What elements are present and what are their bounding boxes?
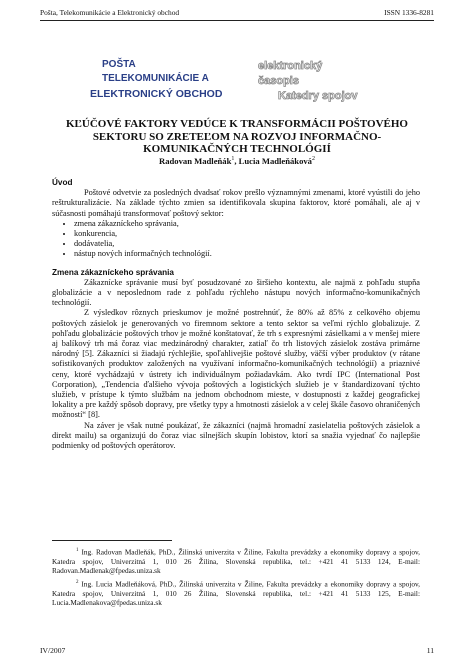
issn: ISSN 1336-8281 [384, 8, 434, 17]
footnote-1 [52, 546, 420, 575]
title-line-2: SEKTORU SO ZRETEĽOM NA ROZVOJ INFORMAČNO- [92, 130, 382, 143]
running-header [40, 8, 434, 21]
author-separator: , [234, 156, 239, 166]
intro-heading: Úvod [52, 178, 73, 187]
list-item: • dodávatelia, [74, 239, 420, 249]
list-item: • konkurencia, [74, 229, 420, 239]
page-footer [40, 646, 434, 655]
section-paragraph-1: Zákaznícke správanie musí byť posudzované zo širšieho kontextu, ale najmä z pohľadu stupňa globalizácie a v neposlednom rade z pohľadu rýchleho nástupu nových informačno-komunikačných technológií. [52, 277, 420, 308]
intro-paragraph: Poštové odvetvie za posledných dvadsať rokov prešlo významnými zmenami, ktoré vyústili do jeho reštrukturalizácie. Na základe týchto zmien sa identifikovala skupina faktorov, ktoré pomáhali, ale aj v súčasnosti pomáhajú transformovať poštový sektor: [52, 188, 420, 218]
footnote-divider [52, 540, 172, 541]
journal-logo-banner [88, 54, 388, 104]
footnote-1-mark: 1 [76, 548, 79, 553]
section-paragraph-3: Na záver je však nutné poukázať, že zákazníci (najmä hromadní zasielatelia poštových zásielok a direkt mailu) sa organizujú do čoraz viac silnejších skupín lobistov, ktorí sa snažia vyjednať čo najlepšie podmienky od poštových operátorov. [52, 420, 420, 451]
footnote-1-text: Ing. Radovan Madleňák, PhD., Žilinská univerzita v Žiline, Fakulta prevádzky a ekonomiky dopravy a spojov, Katedra spojov, Univerzitná 1, 010 26 Žilina, Slovenská republika, tel.: +421 41 5133 124, E-mail: Radovan.Madlenak@fpedas.uniza.sk [52, 547, 421, 576]
page-number: 11 [426, 646, 434, 655]
list-item: • zmena zákazníckeho správania, [74, 219, 420, 229]
paper-title [60, 118, 414, 156]
author-2: Lucia Madleňáková [238, 156, 312, 166]
journal-name: Pošta, Telekomunikácie a Elektronický obchod [40, 8, 180, 17]
title-line-3: KOMUNIKAČNÝCH TECHNOLÓGIÍ [143, 143, 331, 155]
paper-body [52, 178, 420, 451]
logo-side-2: časopis [258, 75, 299, 87]
footnote-2-text: Ing. Lucia Madleňáková, PhD., Žilinská univerzita v Žiline, Fakulta prevádzky a ekonomiky dopravy a spojov, Katedra spojov, Univerzitná 1, 010 26 Žilina, Slovenská republika, tel.: +421 41 5133 125, E-mail: Lucia.Madlenakova@fpedas.uniza.sk [52, 579, 420, 608]
title-line-1: KĽÚČOVÉ FAKTORY VEDÚCE K TRANSFORMÁCII POŠTOVÉHO [66, 118, 408, 130]
list-item: • nástup nových informačných technológií. [74, 249, 420, 259]
section-paragraph-2: Z výsledkov rôznych prieskumov je možné postrehnúť, že 80% až 85% z celkového objemu poštových zásielok je generovaných vo firemnom sektore a tento sektor sa veľmi rýchlo globalizuje. Z pohľadu globalizácie poštových trhov je možné konštatovať, že trh s expresnými zásielkami a v menšej miere aj balíkový trh má čoraz viac medzinárodný charakter, zatiaľ čo trh listových zásielok zostáva primárne národný [5]. Zákazníci si žiadajú rýchlejšie, spoľahlivejšie poštové služby, väčší výber produktov (v rátane sofistikovaných produktov založených na využívaní informačno-komunikačných technológií) a priaznivé ceny, ktoré vychádzajú v ústrety ich individuálnym požiadavkám. Ako tvrdí IPC (International Post Corporation), „Tendencia ďalšieho vývoja poštových a logistických služieb je v štandardizovaní týchto služieb, v prístupe k týmto službám na jednom obchodnom mieste, v dostupnosti z každej geografickej lokality a pre každý spôsob dopravy, pre všetky typy a hmotnosti zásielok a v celej škále časovo ohraničených možností“ [8]. [52, 308, 420, 420]
section-heading: Zmena zákazníckeho správania [52, 267, 174, 277]
author-1-mark: 1 [231, 156, 235, 163]
footnote-2 [52, 578, 420, 607]
footnote-2-mark: 2 [76, 580, 79, 586]
logo-line-1: POŠTA [102, 59, 136, 70]
logo-side-1: elektronický [258, 60, 323, 72]
logo-line-2: TELEKOMUNIKÁCIE A [102, 73, 209, 84]
factor-list [52, 219, 420, 260]
author-1: Radovan Madleňák [159, 156, 232, 166]
issue-number: IV/2007 [40, 646, 66, 655]
logo-side-3: Katedry spojov [278, 90, 358, 102]
footnotes [52, 546, 420, 611]
logo-line-3: ELEKTRONICKÝ OBCHOD [90, 88, 223, 100]
author-2-mark: 2 [311, 156, 315, 163]
author-line [0, 156, 474, 166]
